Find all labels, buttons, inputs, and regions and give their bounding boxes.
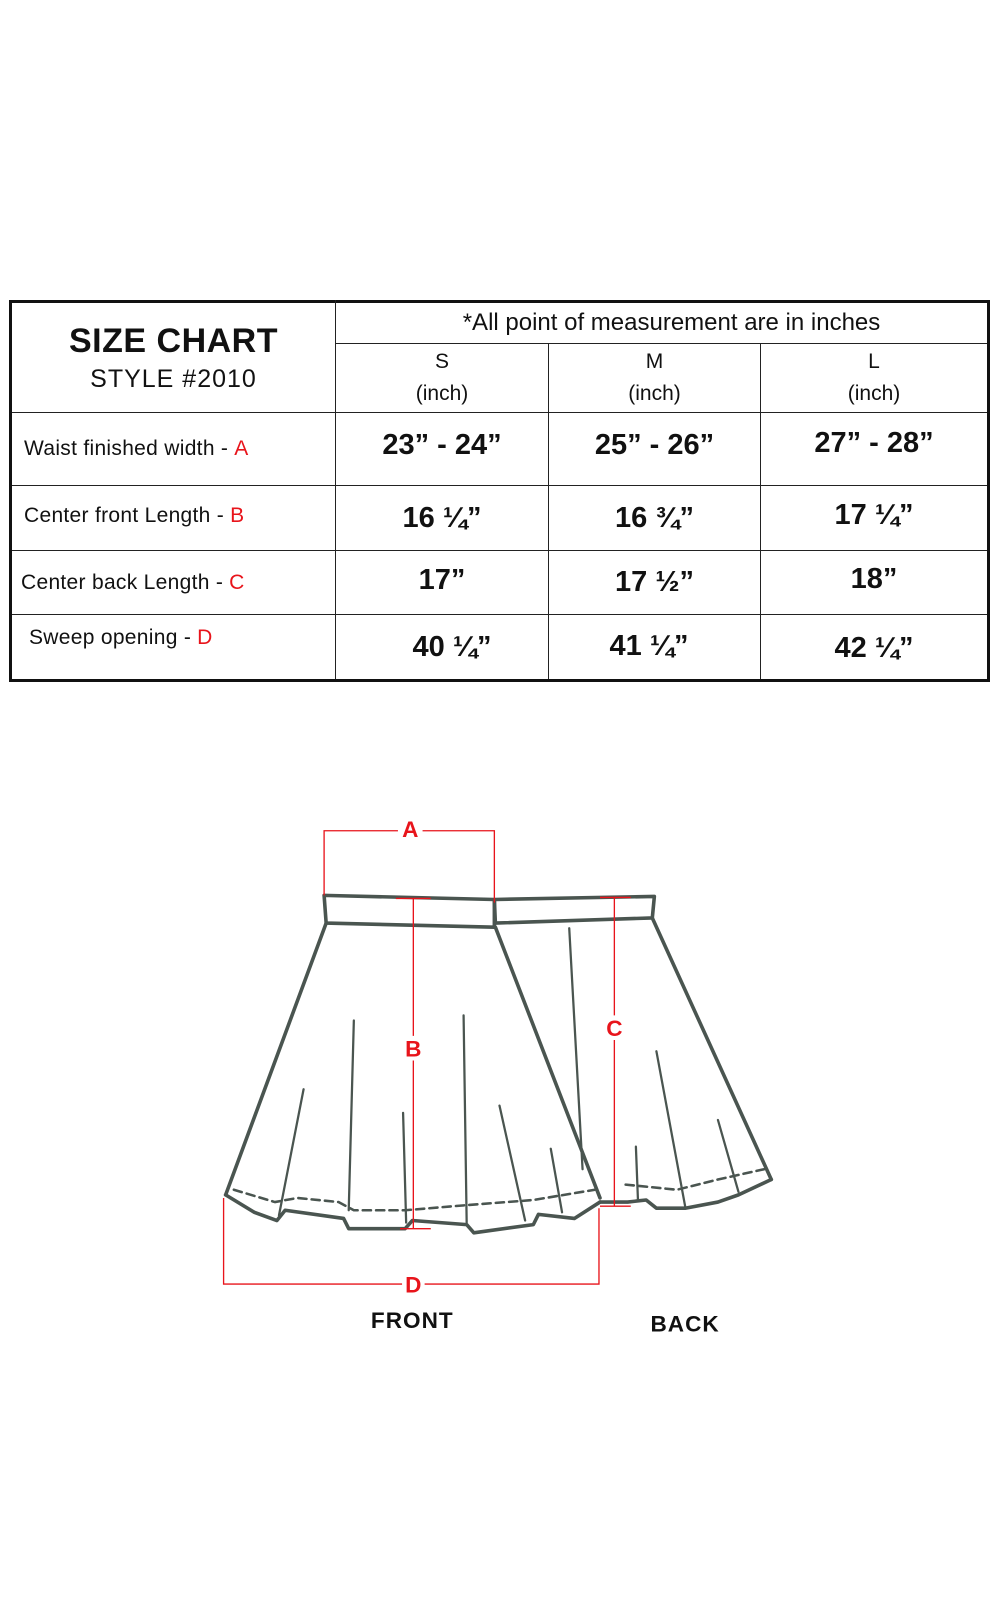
row-label-text: Sweep opening - (29, 626, 192, 649)
value-cell: 25” - 26” (594, 428, 715, 461)
row-letter: A (234, 437, 249, 460)
value-cell: 16 ¼” (402, 501, 482, 534)
back-waistband (494, 896, 654, 923)
front-view-label: FRONT (370, 1308, 454, 1334)
row-letter: C (229, 570, 245, 594)
skirt-sketch (226, 895, 772, 1232)
measure-label-c: C (606, 1015, 623, 1041)
measure-a-line (423, 831, 495, 903)
value-cell: 41 ¼” (609, 629, 689, 662)
row-label-text: Center front Length - (24, 504, 225, 527)
value-cell: 40 ¼” (412, 630, 492, 663)
size-unit: (inch) (847, 382, 901, 405)
size-unit: (inch) (628, 382, 681, 405)
measure-a-line (324, 831, 398, 896)
measurement-note: *All point of measurement are in inches (462, 309, 881, 336)
value-cell: 27” - 28” (814, 426, 934, 459)
size-unit: (inch) (415, 382, 469, 405)
size-label: L (868, 350, 880, 373)
back-right-side (652, 918, 771, 1180)
pleat-lines (279, 928, 738, 1222)
front-waistband (324, 895, 494, 927)
value-cell: 17 ¼” (834, 498, 914, 531)
front-left-side (226, 923, 327, 1195)
back-view-label: BACK (650, 1311, 720, 1337)
row-label-text: Waist finished width - (24, 437, 229, 460)
value-cell: 18” (850, 562, 898, 595)
row-label-text: Center back Length - (21, 570, 224, 594)
value-cell: 23” - 24” (382, 428, 502, 461)
measure-label-d: D (405, 1272, 422, 1298)
row-letter: D (197, 626, 213, 649)
value-cell: 17” (418, 563, 466, 596)
measure-label-a: A (402, 816, 419, 842)
style-number: STYLE #2010 (90, 364, 257, 393)
size-label: M (645, 350, 664, 373)
chart-title: SIZE CHART (69, 321, 278, 360)
row-letter: B (230, 504, 245, 527)
size-label: S (434, 350, 449, 373)
value-cell: 16 ¾” (615, 501, 694, 534)
value-cell: 42 ¼” (834, 631, 914, 664)
value-cell: 17 ½” (615, 565, 694, 598)
measure-label-b: B (405, 1036, 422, 1062)
